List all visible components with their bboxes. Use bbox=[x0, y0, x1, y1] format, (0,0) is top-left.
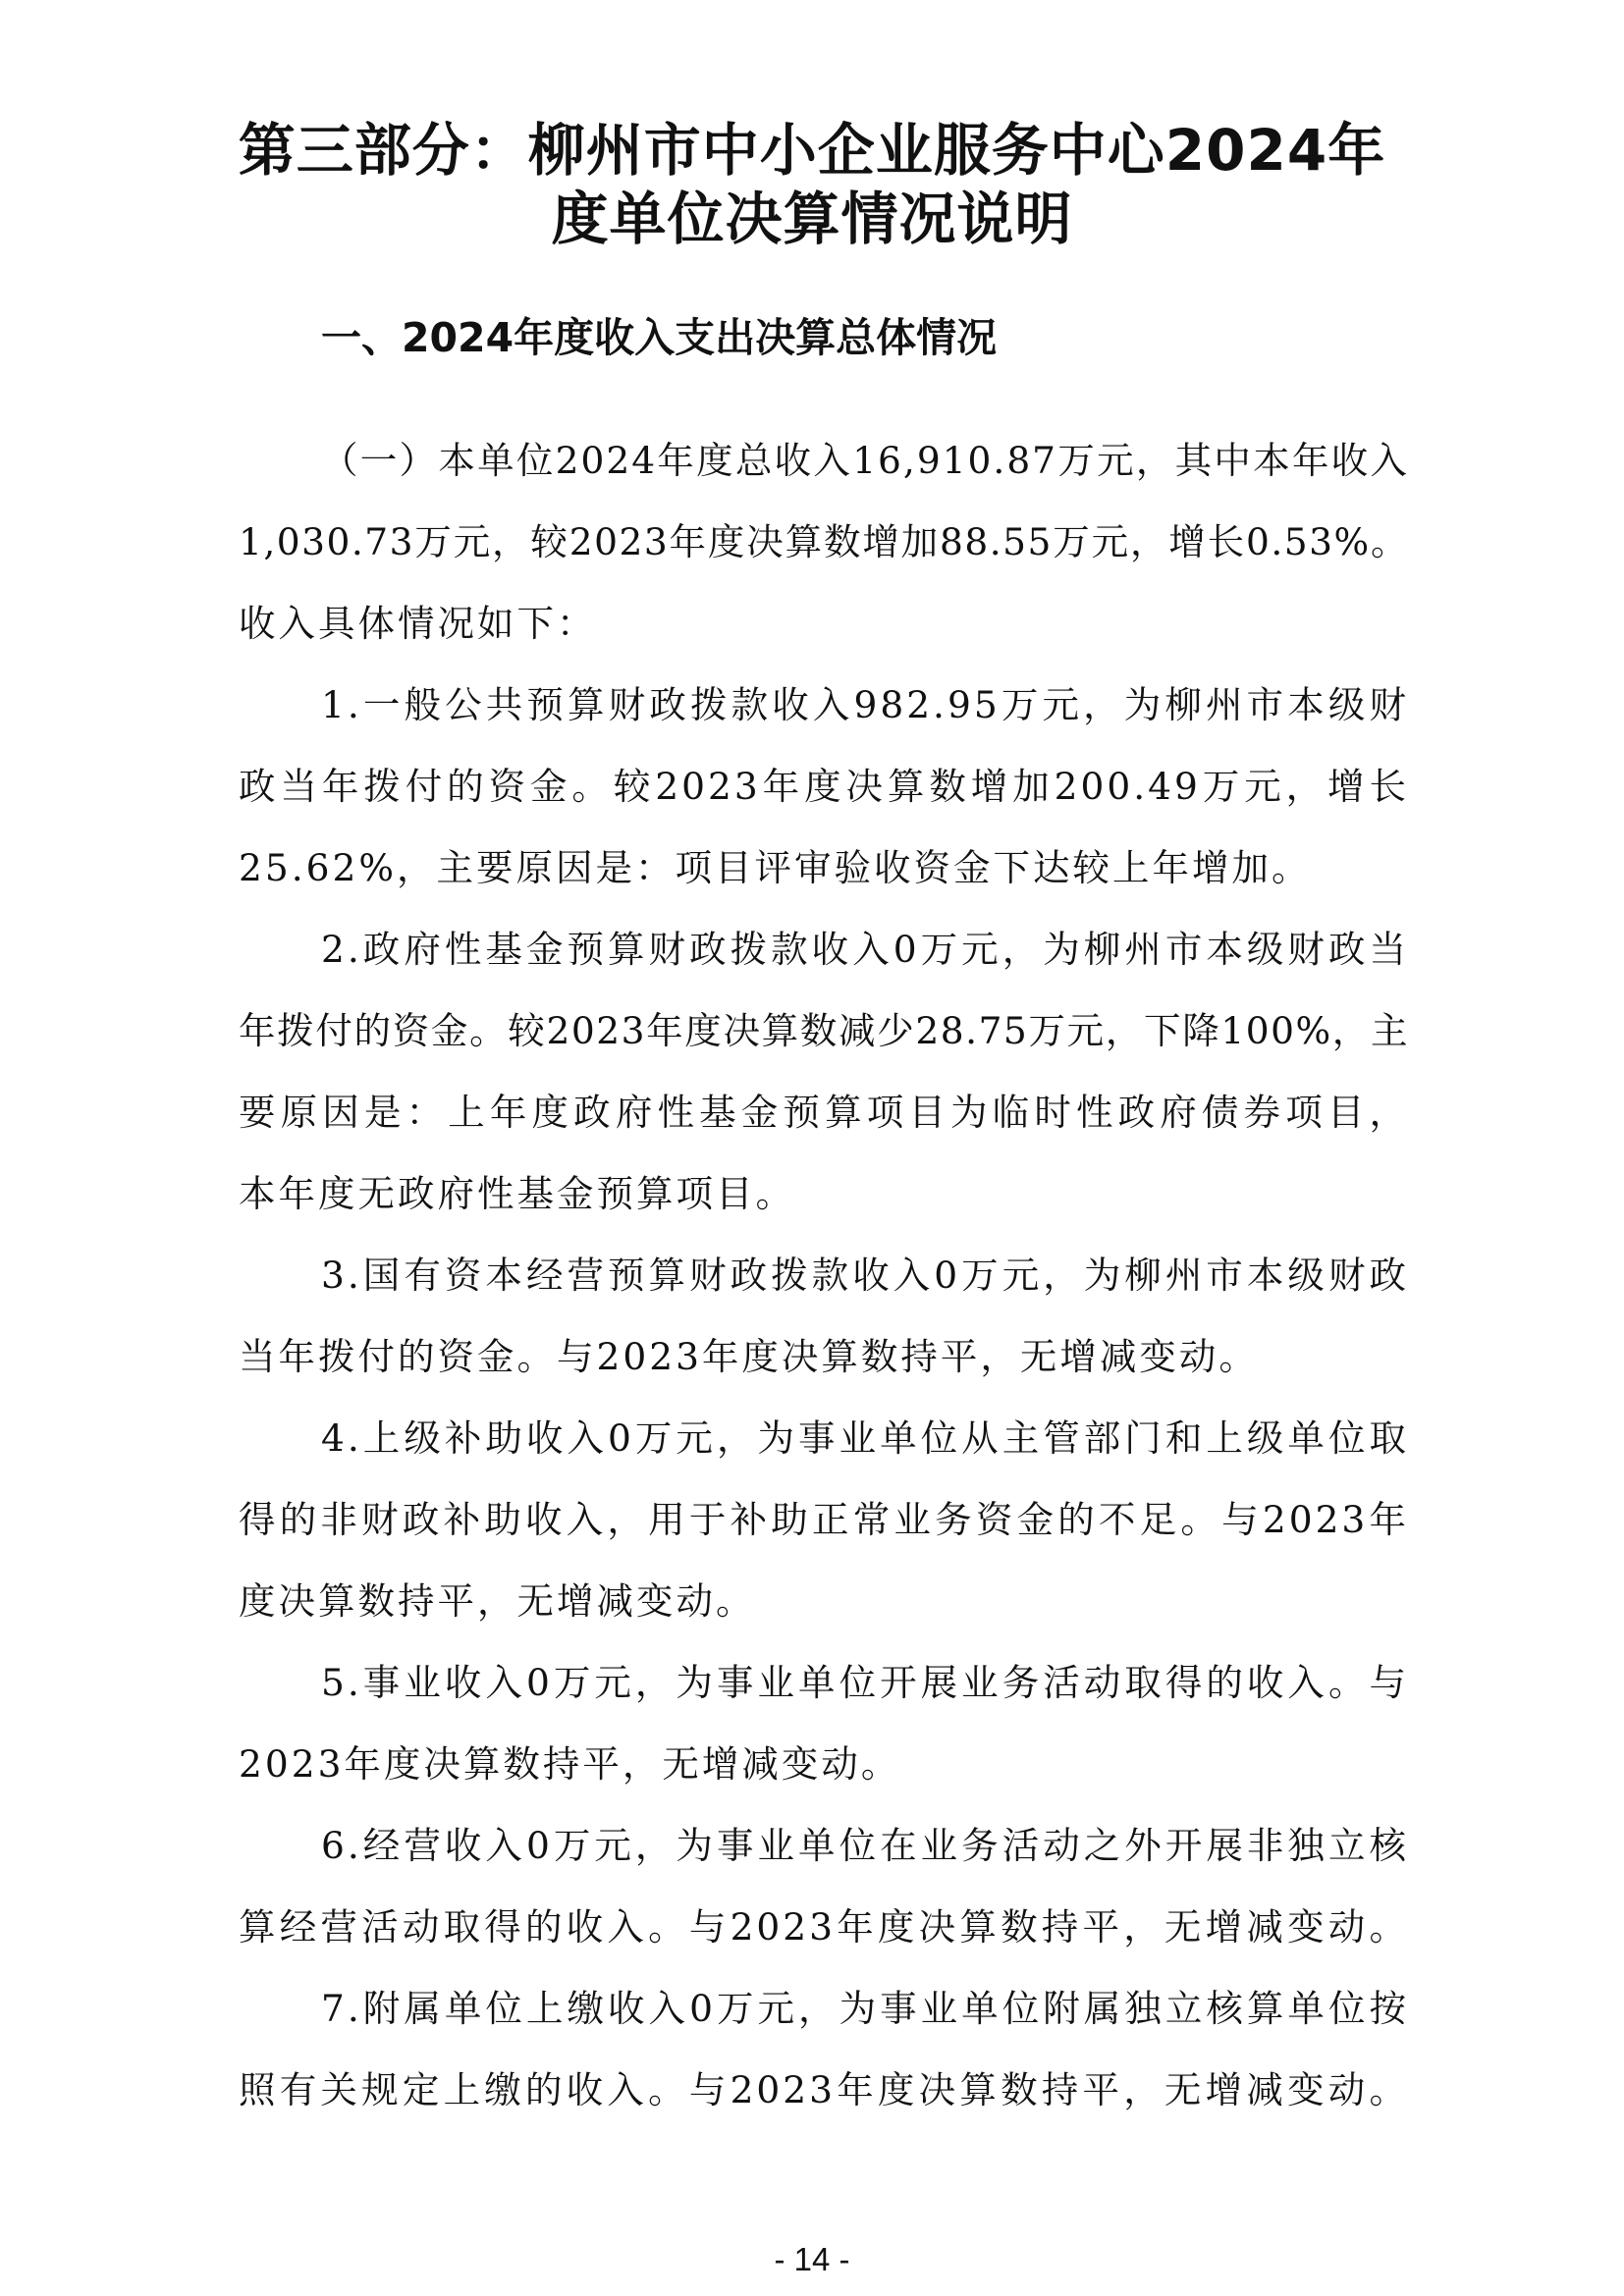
text-line: 本年度无政府性基金预算项目。 bbox=[239, 1172, 795, 1215]
text-line: 5.事业收入0万元，为事业单位开展业务活动取得的收入。与 bbox=[321, 1661, 1409, 1704]
paragraph-general-budget-income bbox=[239, 665, 1409, 909]
text-line: 4.上级补助收入0万元，为事业单位从主管部门和上级单位取 bbox=[321, 1416, 1409, 1460]
text-line: 3.国有资本经营预算财政拨款收入0万元，为柳州市本级财政 bbox=[321, 1254, 1409, 1297]
text-line: 度决算数持平，无增减变动。 bbox=[239, 1579, 756, 1623]
text-line: 得的非财政补助收入，用于补助正常业务资金的不足。与2023年 bbox=[239, 1498, 1409, 1541]
paragraph-government-fund-income bbox=[239, 909, 1409, 1235]
text-line: 2.政府性基金预算财政拨款收入0万元，为柳州市本级财政当 bbox=[321, 928, 1409, 971]
paragraph-operating-income bbox=[239, 1805, 1409, 1968]
page-title bbox=[196, 116, 1428, 253]
page-number: - 14 - bbox=[774, 2241, 850, 2277]
text-line: 25.62%，主要原因是：项目评审验收资金下达较上年增加。 bbox=[239, 846, 1312, 889]
text-line: 年拨付的资金。较2023年度决算数减少28.75万元，下降100%，主 bbox=[239, 1009, 1409, 1052]
text-line: 要原因是：上年度政府性基金预算项目为临时性政府债券项目， bbox=[239, 1091, 1409, 1134]
paragraph-total-income bbox=[239, 420, 1409, 665]
paragraph-affiliated-unit-income bbox=[239, 1968, 1409, 2131]
text-line: 收入具体情况如下： bbox=[239, 602, 597, 645]
text-line: 当年拨付的资金。与2023年度决算数持平，无增减变动。 bbox=[239, 1335, 1259, 1378]
text-line: （一）本单位2024年度总收入16,910.87万元，其中本年收入 bbox=[321, 439, 1409, 482]
text-line: 照有关规定上缴的收入。与2023年度决算数持平，无增减变动。 bbox=[239, 2068, 1409, 2111]
text-line: 1,030.73万元，较2023年度决算数增加88.55万元，增长0.53%。 bbox=[239, 520, 1409, 563]
paragraph-superior-subsidy-income bbox=[239, 1398, 1409, 1642]
text-line: 1.一般公共预算财政拨款收入982.95万元，为柳州市本级财 bbox=[321, 683, 1409, 726]
paragraph-state-capital-income bbox=[239, 1235, 1409, 1398]
text-line: 政当年拨付的资金。较2023年度决算数增加200.49万元，增长 bbox=[239, 765, 1409, 808]
section-heading: 一、2024年度收入支出决算总体情况 bbox=[321, 314, 998, 361]
page-title-line-2: 度单位决算情况说明 bbox=[551, 186, 1073, 252]
text-line: 6.经营收入0万元，为事业单位在业务活动之外开展非独立核 bbox=[321, 1824, 1409, 1867]
page-title-line-1: 第三部分：柳州市中小企业服务中心2024年 bbox=[238, 117, 1386, 184]
paragraph-business-income bbox=[239, 1642, 1409, 1805]
text-line: 算经营活动取得的收入。与2023年度决算数持平，无增减变动。 bbox=[239, 1905, 1409, 1949]
text-line: 7.附属单位上缴收入0万元，为事业单位附属独立核算单位按 bbox=[321, 1987, 1409, 2030]
text-line: 2023年度决算数持平，无增减变动。 bbox=[239, 1742, 901, 1786]
